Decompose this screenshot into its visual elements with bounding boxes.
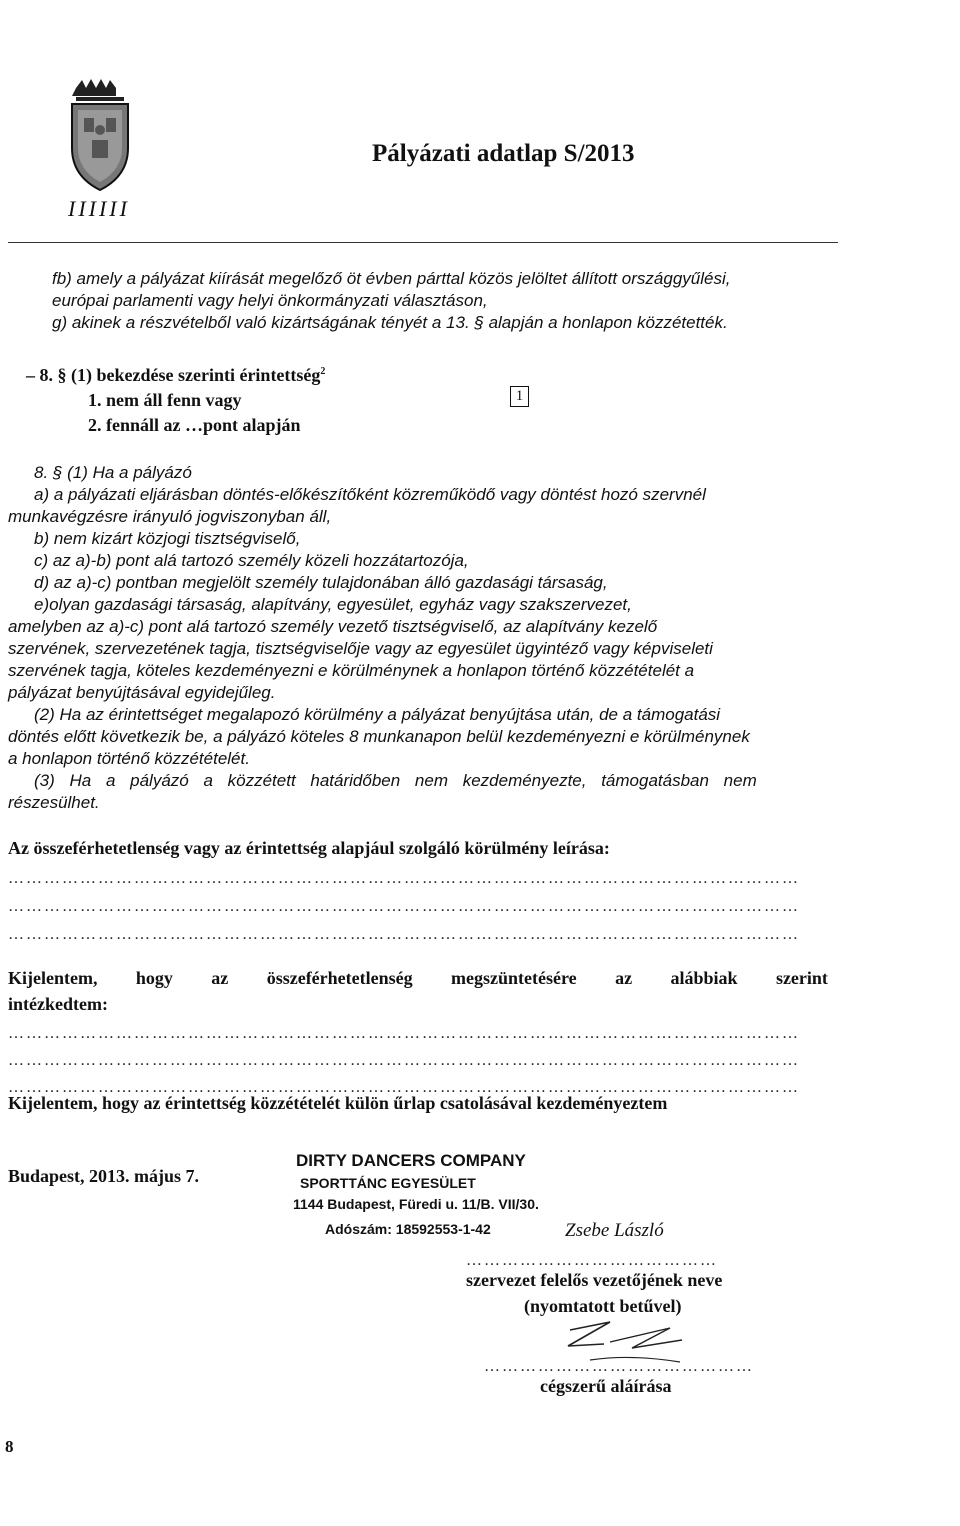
page-number: 8	[5, 1437, 14, 1456]
name-caption-sub: (nyomtatott betűvel)	[524, 1296, 682, 1316]
section-8-heading-text: – 8. § (1) bekezdése szerinti érintettség	[26, 365, 321, 385]
logo-lettering: IIIIII	[68, 196, 130, 221]
option-not-applicable: 1. nem áll fenn vagy	[88, 390, 242, 410]
text-line: d) az a)-c) pontban megjelölt személy tulajdonában álló gazdasági társaság,	[34, 573, 608, 592]
text-line: (3) Ha a pályázó a közzétett határidőben nem kezdeményezte, támogatásban nem	[34, 771, 757, 790]
word: alábbiak	[670, 968, 738, 988]
selected-option-checkbox[interactable]: 1	[510, 386, 529, 407]
text-line: döntés előtt következik be, a pályázó köteles 8 munkanapon belül kezdeményezni e körülménynek	[8, 727, 750, 746]
word: szerint	[775, 968, 828, 988]
footnote-marker: 2	[320, 366, 326, 377]
description-heading: Az összeférhetetlenség vagy az érintettség alapjául szolgáló körülmény leírása:	[8, 838, 610, 858]
text-line: g) akinek a részvételből való kizártságának tényét a 13. § alapján a honlapon közzétették.	[52, 313, 728, 332]
text-line: a honlapon történő közzétételét.	[8, 749, 250, 768]
word: az	[211, 968, 229, 988]
text-line: szervének tagja, köteles kezdeményezni e körülménynek a honlapon történő közzétételét a	[8, 661, 695, 680]
fill-in-line[interactable]: ……………………………………………………………………………………………………………………	[8, 870, 800, 887]
text-line: részesülhet.	[8, 793, 100, 812]
name-dotted-line: ……………………………………	[466, 1252, 718, 1269]
word: hogy	[135, 968, 173, 988]
fill-in-line[interactable]: ……………………………………………………………………………………………………………………	[8, 1025, 800, 1042]
signature-dotted-line: ………………………………………	[484, 1358, 754, 1375]
option-applicable: 2. fennáll az …pont alapján	[88, 415, 301, 435]
name-caption: szervezet felelős vezetőjének neve	[466, 1270, 723, 1290]
stamp-line: Adószám: 18592553-1-42	[325, 1221, 491, 1237]
text-line: amelyben az a)-c) pont alá tartozó személy vezető tisztségviselő, az alapítvány kezelő	[8, 617, 658, 636]
text-line: európai parlamenti vagy helyi önkormányzati választáson,	[52, 291, 488, 310]
text-line: e)olyan gazdasági társaság, alapítvány, egyesület, egyház vagy szakszervezet,	[34, 595, 632, 614]
header-divider	[8, 242, 838, 243]
text-line: 8. § (1) Ha a pályázó	[34, 463, 192, 482]
leader-name: Zsebe László	[565, 1220, 664, 1241]
text-line: (2) Ha az érintettséget megalapozó körülmény a pályázat benyújtása után, de a támogatási	[34, 705, 721, 724]
text-line: c) az a)-b) pont alá tartozó személy közeli hozzátartozója,	[34, 551, 469, 570]
word: az	[615, 968, 633, 988]
fill-in-line[interactable]: ……………………………………………………………………………………………………………………	[8, 898, 800, 915]
declaration-line	[8, 965, 828, 991]
text-line: szervének, szervezetének tagja, tisztségviselője vagy az egyesület ügyintéző vagy képviseleti	[8, 639, 713, 658]
text-line: a) a pályázati eljárásban döntés-előkészítőként közreműködő vagy döntést hozó szervnél	[34, 485, 706, 504]
text-line: b) nem kizárt közjogi tisztségviselő,	[34, 529, 301, 548]
section-8-heading	[26, 365, 325, 386]
fill-in-line[interactable]: ……………………………………………………………………………………………………………………	[8, 1079, 800, 1096]
stamp-line: DIRTY DANCERS COMPANY	[296, 1151, 526, 1170]
place-date: Budapest, 2013. május 7.	[8, 1166, 200, 1186]
signature-caption: cégszerű aláírása	[540, 1376, 672, 1396]
declaration-publication: Kijelentem, hogy az érintettség közzétételét külön űrlap csatolásával kezdeményeztem	[8, 1093, 668, 1113]
fill-in-line[interactable]: ……………………………………………………………………………………………………………………	[8, 1052, 800, 1069]
text-line: fb) amely a pályázat kiírását megelőző öt évben párttal közös jelöltet állított országgyűlési,	[52, 269, 731, 288]
word: megszüntetésére	[451, 968, 577, 988]
declaration-measures	[8, 965, 828, 1017]
declaration-line: intézkedtem:	[8, 994, 108, 1014]
coat-of-arms-logo	[62, 78, 138, 221]
text-line: munkavégzésre irányuló jogviszonyban áll,	[8, 507, 332, 526]
section-8-body	[8, 462, 820, 814]
fill-in-line[interactable]: ……………………………………………………………………………………………………………………	[8, 926, 800, 943]
page-title: Pályázati adatlap S/2013	[372, 140, 635, 167]
word: Kijelentem,	[8, 968, 98, 988]
stamp-line: 1144 Budapest, Füredi u. 11/B. VII/30.	[293, 1196, 539, 1212]
word: összeférhetetlenség	[266, 968, 413, 988]
stamp-line: SPORTTÁNC EGYESÜLET	[300, 1175, 476, 1191]
section-fb-g	[52, 268, 832, 334]
text-line: pályázat benyújtásával egyidejűleg.	[8, 683, 276, 702]
